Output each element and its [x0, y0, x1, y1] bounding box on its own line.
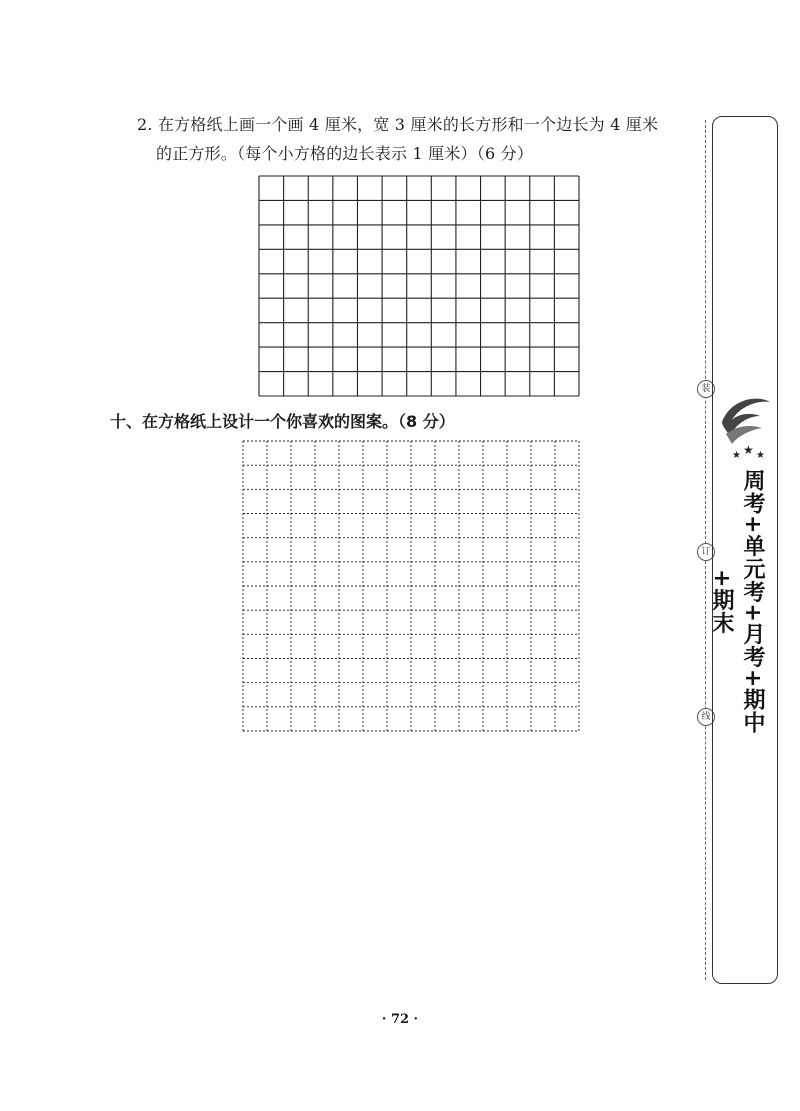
svg-text:★: ★ [743, 443, 754, 457]
svg-text:★: ★ [732, 450, 741, 461]
question-10-text: 十、在方格纸上设计一个你喜欢的图案。（8 分） [110, 412, 455, 431]
question-10-grid [242, 440, 580, 732]
page-number: · 72 · [381, 1012, 419, 1027]
sidebar-logo [716, 386, 774, 462]
sidebar-title: 周考+单元考+月考+期中+期末 [709, 469, 765, 735]
binding-mark-ding: 订 [697, 543, 715, 561]
question-2-line-1: 2. 在方格纸上画一个画 4 厘米，宽 3 厘米的长方形和一个边长为 4 厘米 [137, 115, 659, 134]
question-2-line-2: 的正方形。（每个小方格的边长表示 1 厘米）（6 分） [156, 144, 534, 163]
question-2-grid [258, 175, 580, 397]
svg-text:★: ★ [756, 450, 765, 461]
binding-mark-xian: 线 [697, 708, 715, 726]
binding-mark-zhuang: 装 [697, 380, 715, 398]
